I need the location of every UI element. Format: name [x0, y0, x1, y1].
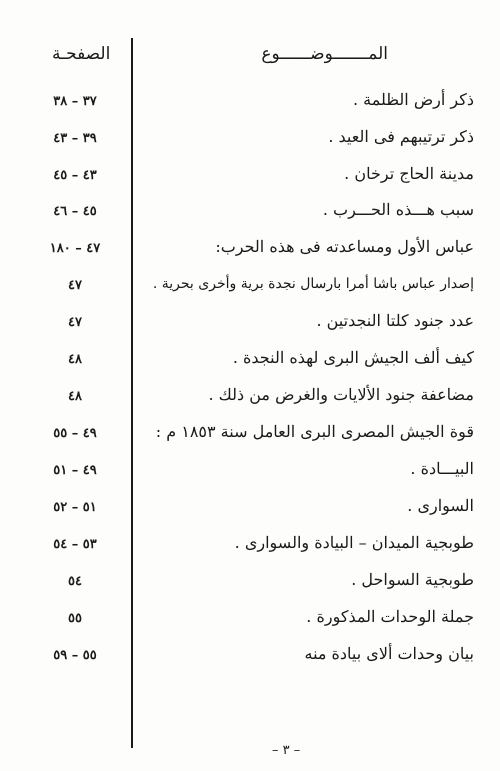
list-item — [0, 607, 500, 635]
list-item — [0, 90, 500, 118]
entry-pages: ٤٩ – ٥١ — [53, 463, 97, 478]
list-item — [0, 237, 500, 265]
entry-topic: البيـــادة . — [410, 459, 474, 478]
list-item — [0, 385, 500, 413]
list-item — [0, 644, 500, 672]
entry-topic: مضاعفة جنود الألايات والغرض من ذلك . — [208, 385, 474, 404]
list-item — [0, 164, 500, 192]
entry-pages: ٤٥ – ٤٦ — [53, 204, 97, 219]
page-column-header: الصفحـة — [52, 44, 111, 64]
entry-topic: طوبجية الميدان – البيادة والسوارى . — [234, 533, 474, 552]
page-number: – ٣ – — [272, 743, 301, 758]
list-item — [0, 127, 500, 155]
entry-pages: ٤٨ — [68, 352, 82, 367]
list-item — [0, 348, 500, 376]
entry-pages: ٤٨ — [68, 389, 82, 404]
entry-topic: عدد جنود كلتا النجدتين . — [316, 311, 474, 330]
list-item — [0, 496, 500, 524]
entry-topic: جملة الوحدات المذكورة . — [306, 607, 474, 626]
list-item — [0, 570, 500, 598]
entry-pages: ٥١ – ٥٢ — [53, 500, 97, 515]
entry-topic: إصدار عباس باشا أمرا بارسال نجدة برية وأخرى بحرية . — [152, 276, 474, 292]
list-item — [0, 533, 500, 561]
entry-pages: ٤٧ — [68, 315, 82, 330]
entry-pages: ٥٥ — [68, 611, 82, 626]
list-item — [0, 274, 500, 302]
entry-pages: ٤٩ – ٥٥ — [53, 426, 97, 441]
entry-pages: ٣٩ – ٤٣ — [53, 131, 97, 146]
entry-pages: ٤٧ – ١٨٠ — [49, 241, 101, 256]
entry-topic: سبب هـــذه الحـــرب . — [322, 200, 474, 219]
entry-topic: ذكر أرض الظلمة . — [353, 90, 474, 109]
topic-column-header: المـــــــوضــــــوع — [261, 44, 388, 64]
list-item — [0, 422, 500, 450]
entry-topic: طوبجية السواحل . — [351, 570, 474, 589]
list-item — [0, 200, 500, 228]
entry-pages: ٣٧ – ٣٨ — [53, 94, 97, 109]
entry-topic: بيان وحدات ألاى بيادة منه — [304, 644, 474, 663]
entry-pages: ٥٤ — [68, 574, 82, 589]
entry-topic: مدينة الحاج ترخان . — [344, 164, 474, 183]
entry-topic: السوارى . — [407, 496, 474, 515]
entry-pages: ٥٣ – ٥٤ — [53, 537, 97, 552]
entry-topic: كيف ألف الجيش البرى لهذه النجدة . — [232, 348, 474, 367]
entry-topic: عباس الأول ومساعدته فى هذه الحرب: — [215, 237, 474, 256]
entry-pages: ٤٣ – ٤٥ — [53, 168, 97, 183]
list-item — [0, 311, 500, 339]
entry-pages: ٥٥ – ٥٩ — [53, 648, 97, 663]
entry-topic: قوة الجيش المصرى البرى العامل سنة ١٨٥٣ م : — [155, 422, 474, 441]
entry-pages: ٤٧ — [68, 278, 82, 293]
entry-topic: ذكر ترتيبهم فى العيد . — [328, 127, 474, 146]
list-item — [0, 459, 500, 487]
